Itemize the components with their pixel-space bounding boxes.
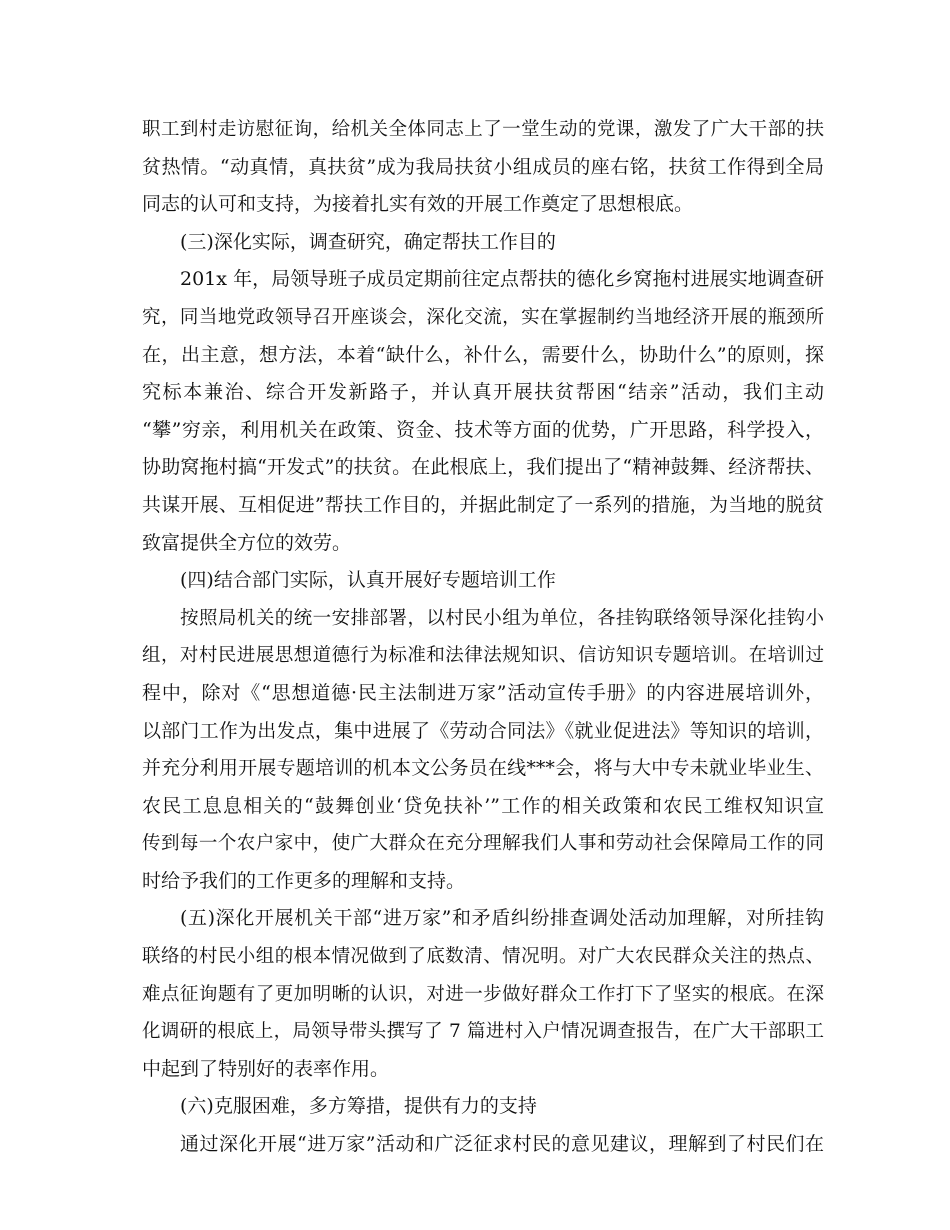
text-line: 按照局机关的统一安排部署，以村民小组为单位，各挂钩联络领导深化挂钩小 [180, 607, 824, 629]
text-line: 共谋开展、互相促进”帮扶工作目的，并据此制定了一系列的措施，为当地的脱贫 [142, 493, 824, 516]
text-line: 201x 年，局领导班子成员定期前往定点帮扶的德化乡窝拖村进展实地调查研 [180, 268, 824, 291]
text-line: 程中，除对《“思想道德·民主法制进万家”活动宣传手册》的内容进展培训外， [142, 681, 824, 704]
text-line: 通过深化开展“进万家”活动和广泛征求村民的意见建议，理解到了村民们在 [180, 1133, 824, 1156]
document-page [142, 111, 824, 1164]
text-line: 化调研的根底上，局领导带头撰写了 7 篇进村入户情况调查报告，在广大干部职工 [142, 1021, 824, 1043]
text-line: 联络的村民小组的根本情况做到了底数清、情况明。对广大农民群众关注的热点、 [142, 946, 824, 968]
text-line: 致富提供全方位的效劳。 [142, 531, 352, 554]
text-line: 组，对村民进展思想道德行为标准和法律法规知识、信访知识专题培训。在培训过 [142, 645, 824, 667]
text-line: 难点征询题有了更加明晰的认识，对进一步做好群众工作打下了坚实的根底。在深 [142, 983, 824, 1005]
text-line: 同志的认可和支持，为接着扎实有效的开展工作奠定了思想根底。 [142, 193, 694, 216]
text-line: (五)深化开展机关干部“进万家”和矛盾纠纷排查调处活动加理解，对所挂钩 [180, 907, 824, 930]
text-line: 究，同当地党政领导召开座谈会，深化交流，实在掌握制约当地经济开展的瓶颈所 [142, 306, 824, 328]
text-line: 贫热情。“动真情，真扶贫”成为我局扶贫小组成员的座右铭，扶贫工作得到全局 [142, 155, 824, 178]
text-line: 职工到村走访慰征询，给机关全体同志上了一堂生动的党课，激发了广大干部的扶 [142, 119, 824, 140]
text-line: 在，出主意，想方法，本着“缺什么，补什么，需要什么，协助什么”的原则，探 [142, 343, 824, 366]
text-line: 以部门工作为出发点，集中进展了《劳动合同法》《就业促进法》等知识的培训， [142, 719, 824, 742]
text-line: (四)结合部门实际，认真开展好专题培训工作 [180, 569, 556, 592]
text-line: (六)克服困难，多方筹措，提供有力的支持 [180, 1095, 537, 1118]
text-line: 并充分利用开展专题培训的机本文公务员在线***会，将与大中专未就业毕业生、 [142, 757, 824, 780]
text-line: 农民工息息相关的“鼓舞创业‘贷免扶补’”工作的相关政策和农民工维权知识宣 [142, 794, 824, 817]
text-line: 中起到了特别好的表率作用。 [142, 1057, 390, 1080]
text-line: 究标本兼治、综合开发新路子，并认真开展扶贫帮困“结亲”活动，我们主动 [142, 381, 824, 404]
text-line: (三)深化实际，调查研究，确定帮扶工作目的 [180, 230, 556, 253]
text-line: 协助窝拖村搞“开发式”的扶贫。在此根底上，我们提出了“精神鼓舞、经济帮扶、 [142, 456, 824, 479]
text-line: “攀”穷亲，利用机关在政策、资金、技术等方面的优势，广开思路，科学投入， [142, 418, 824, 441]
text-line: 传到每一个农户家中，使广大群众在充分理解我们人事和劳动社会保障局工作的同 [142, 833, 824, 855]
text-line: 时给予我们的工作更多的理解和支持。 [142, 869, 466, 892]
